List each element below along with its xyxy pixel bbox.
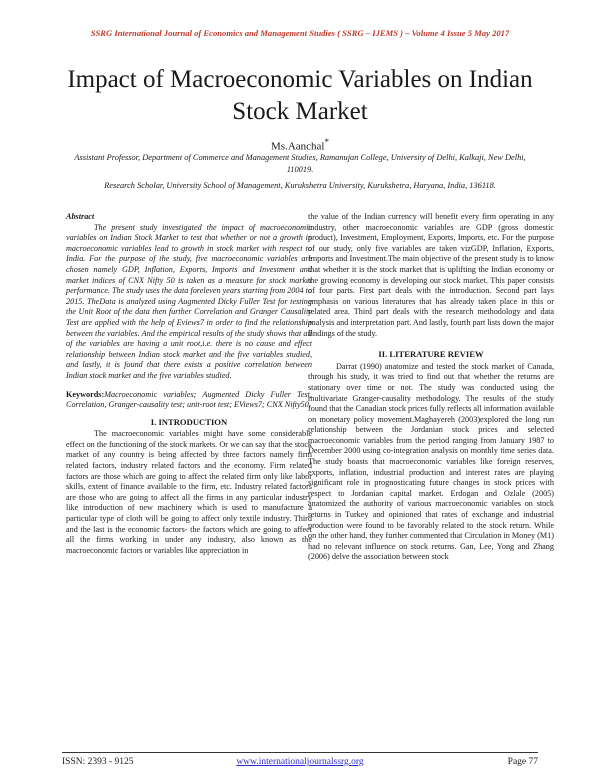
abstract <box>66 212 312 382</box>
introduction-paragraph-continued: the value of the Indian currency will benefit every firm operating in any industry, other macroeconomic variables are GDP (gross domestic product), Investment, Employment, Exports, Imports, etc. For the purpose of our study, only five variables are taken vizGDP, Inflation, Exports, Imports and Investment.The main objective of the present study is to know that whether it is the stock market that is uplifting the Indian economy or the growing economy is developing our stock market. This paper consists of four parts. First part deals with the introduction. Second part lays emphasis on various literatures that has already taken place in this or related area. Third part deals with the research methodology and data analysis and interpretation part. And lastly, fourth part lists down the major findings of the study. <box>308 212 554 338</box>
author-mark: * <box>324 137 329 147</box>
abstract-text: The present study investigated the impact of macroeconomic variables on Indian Stock Market to test that whether or not a growth in macroeconomic variables lead to growth in stock market with respect to India. For the purpose of the study, five macroeconomic variables are chosen namely GDP, Inflation, Exports, Imports and Investment and market indices of CNX Nifty 50 is taken as a measure for stock market performance. The study uses the data foreleven years starting from 2004 to 2015. TheData is analyzed using Augmented Dicky Fuller Test for testing the Unit Root of the data then further Correlation and Granger Causality Test are applied with the help of Eviews7 in order to find the relationship between the variables. And the empirical results of the study shows that all of the variables are having a unit root,i.e. there is no cause and effect relationship between Indian stock market and the five variables studied, and lastly, it is found that there exists a positive correlation between Indian stock market and the five variables studied. <box>66 222 312 380</box>
right-column <box>308 212 554 563</box>
literature-review-paragraph: Darrat (1990) anatomize and tested the stock market of Canada, through his study, it was tried to find out that whether the returns are stationary over time or not. The study was conducted using the multivariate Granger-causality methodology. The results of the study found that the Canadian stock prices fully reflects all information available on monetary policy movement.Maghayereh (2003)explored the long run relationship between the Jordanian stock prices and selected macroeconomic variables from the period ranging from January 1987 to December 2000 using co-integration analysis on monthly time series data. The study boasts that macroeconomic variables like foreign reserves, exports, inflation, industrial production and interest rates are playing significant role in prognosticating future changes in stock prices with respect to Jordanian capital market. Erdogan and Ozlale (2005) anatomized the authority of various macroeconomic variables on stock returns in Turkey and opinioned that rates of exchange and industrial production were found to be favorably related to the stock return. While on the other hand, they further commented that Circulation in Money (M1) had no relevant influence on stock returns. Gan, Lee, Yong and Zhang (2006) delve the association between stock <box>308 361 554 562</box>
footer-page-number: Page 77 <box>507 757 538 767</box>
footer-issn: ISSN: 2393 - 9125 <box>62 757 134 767</box>
paper-title: Impact of Macroeconomic Variables on Indian Stock Market <box>67 66 533 125</box>
introduction-paragraph: The macroeconomic variables might have some considerable effect on the functioning of the stock markets. Or we can say that the stock market of any country is being affected by three factors namely firm related factors, industry related factors and the economy. Firm related factors are those which are going to affect the related firm only like labor skills, extent of finance available to the firm, etc. Industry related factors are those who are going to affect all the firms in any particular industry like introduction of new machinery which is used to manufacture a particular type of cloth will be going to affect only textile industry. Third and the last is the economic factors- the factors which are going to affect all the firms working in under any industry, also known as the macroeconomic factors or variables like appreciation in <box>66 429 312 555</box>
affiliation-2: Research Scholar, University School of Management, Kurukshetra University, Kurukshetra, Haryana, India, 136118. <box>104 181 496 190</box>
affiliation-1: Assistant Professor, Department of Commerce and Management Studies, Ramanujan College, University of Delhi, Kalkaji, New Delhi, 110019. <box>74 153 526 174</box>
author-name: Ms.Aanchal <box>271 140 325 153</box>
keywords-text: Macroeconomic variables; Augmented Dicky Fuller Test, Correlation, Granger-causality test; unit-root test; EViews7; CNX Nifty50. <box>66 389 312 410</box>
abstract-label: Abstract <box>66 212 95 221</box>
keywords-label: Keywords: <box>66 389 105 399</box>
keywords <box>66 390 312 411</box>
footer-divider <box>62 752 538 753</box>
footer-website-link[interactable]: www.internationaljournalssrg.org <box>236 757 364 767</box>
left-column <box>66 212 312 556</box>
section-heading-literature-review: II. LITERATURE REVIEW <box>378 349 484 360</box>
author <box>0 137 600 153</box>
section-heading-introduction: I. INTRODUCTION <box>150 416 228 427</box>
journal-header: SSRG International Journal of Economics and Management Studies ( SSRG – IJEMS ) – Volume 4 Issue 5 May 2017 <box>90 28 510 38</box>
